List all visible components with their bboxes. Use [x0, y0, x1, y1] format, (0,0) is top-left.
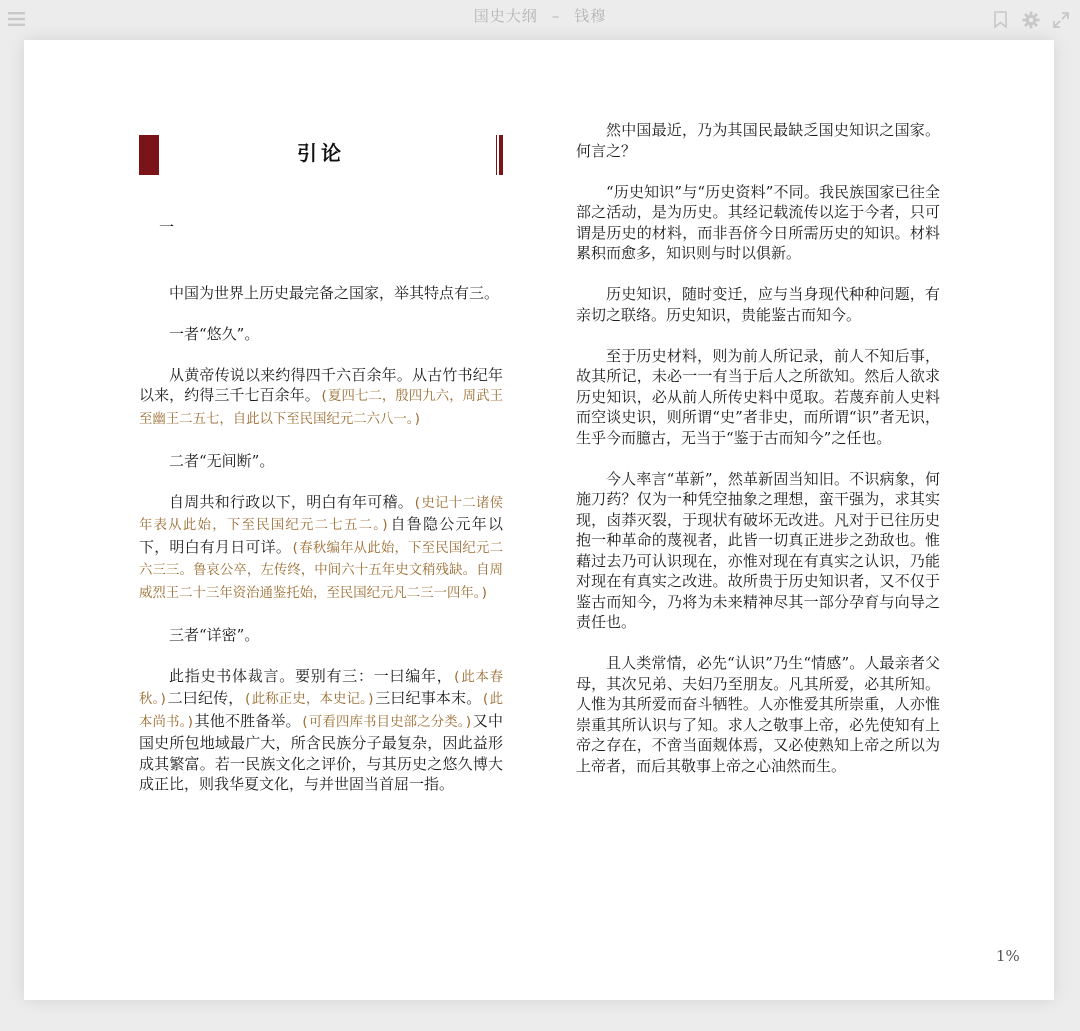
- section-number: 一: [159, 218, 175, 236]
- reading-progress: 1%: [996, 947, 1020, 965]
- annotation-note: (史记十二诸侯年表从此始，下至民国纪元二七五二。): [139, 495, 503, 533]
- paragraph: 且人类常情，必先“认识”乃生“情感”。人最亲者父母，其次兄弟、夫妇乃至朋友。凡其所爱，必其所知。人惟为其所爱而奋斗牺牲。人亦惟爱其所崇重，人亦惟崇重其所认识与了知。求人之敬事上帝，必先使知有上帝之存在，不啻当面觌体焉，又必使熟知上帝之所以为上帝者，而后其敬事上帝之心油然而生。: [576, 654, 940, 775]
- chapter-title: 引论: [297, 141, 345, 165]
- paragraph-text: 二曰纪传，: [167, 689, 244, 707]
- book-title-bar: [0, 5, 1080, 26]
- title-separator: –: [551, 7, 561, 25]
- chapter-bar-right-thin: [496, 135, 497, 175]
- book-title: 国史大纲: [473, 7, 538, 25]
- paragraph-text: 其他不胜备举。: [194, 711, 301, 730]
- paragraph: 二者“无间断”。: [169, 451, 275, 470]
- reader-toolbar: [0, 0, 1080, 36]
- paragraph: 今人率言“革新”，然革新固当知旧。不识病象，何施刀药？仅为一种凭空抽象之理想，蛮干强为，求其实现，卤莽灭裂，于现状有破坏无改进。凡对于已往历史抱一种革命的蔑视者，此皆一切真正进步之劲敌也。惟藉过去乃可认识现在，亦惟对现在有真实之认识，乃能对现在有真实之改进。故所贵于历史知识者，又不仅于鉴古而知今，乃将为未来精神尽其一部分孕育与向导之责任也。: [576, 469, 940, 631]
- paragraph-text: 此指史书体裁言。要别有三：一曰编年，: [169, 666, 453, 685]
- paragraph-text: 又中国史所包地域最广大，所含民族分子最复杂，因此益形成其繁富。若一民族文化之评价，与其历史之悠久博大成正比，则我华夏文化，与并世固当首屈一指。: [139, 711, 503, 793]
- paragraph: 中国为世界上历史最完备之国家，举其特点有三。: [169, 283, 500, 302]
- chapter-header: [139, 135, 503, 177]
- paragraph: [139, 666, 503, 795]
- paragraph-text: 自周共和行政以下，明白有年可稽。: [169, 492, 414, 511]
- paragraph-text: 自鲁隐公元年以下，明白有月日可详。: [139, 515, 503, 556]
- paragraph: 然中国最近，乃为其国民最缺乏国史知识之国家。何言之？: [576, 121, 940, 160]
- annotation-note: (此本尚书。): [139, 692, 503, 730]
- paragraph-text: 三曰纪事本末。: [375, 689, 482, 707]
- fullscreen-icon[interactable]: [1052, 11, 1070, 29]
- chapter-bar-right: [499, 135, 503, 175]
- paragraph: [139, 365, 503, 431]
- paragraph: 一者“悠久”。: [169, 324, 260, 343]
- bookmark-icon[interactable]: [993, 11, 1009, 29]
- paragraph: 三者“详密”。: [169, 625, 260, 644]
- annotation-note: (此称正史，本史记。): [243, 692, 376, 707]
- annotation-note: (春秋编年从此始，下至民国纪元二六三三。鲁哀公卒，左传终，中间六十五年史文稍残缺。自周威烈王二十三年资治通鉴托始，至民国纪元凡二三一四年。): [139, 540, 503, 601]
- paragraph: “历史知识”与“历史资料”不同。我民族国家已往全部之活动，是为历史。其经记载流传以迄于今者，只可谓是历史的材料，而非吾侪今日所需历史的知识。材料累积而愈多，知识则与时以俱新。: [576, 182, 940, 262]
- paragraph: 历史知识，随时变迁，应与当身现代种种问题，有亲切之联络。历史知识，贵能鉴古而知今。: [576, 285, 940, 324]
- annotation-note: (夏四七二，殷四九六，周武王至幽王二五七，自此以下至民国纪元二六八一。): [139, 389, 503, 427]
- right-page: [576, 120, 940, 797]
- annotation-note: (可看四库书目史部之分类。): [300, 714, 473, 730]
- left-page: [139, 120, 503, 815]
- book-author: 钱穆: [574, 7, 607, 25]
- gear-icon[interactable]: [1022, 11, 1040, 29]
- paragraph: [139, 492, 503, 605]
- book-page-spread: [24, 40, 1054, 1000]
- annotation-note: (此本春秋。): [139, 669, 503, 707]
- paragraph-text: 从黄帝传说以来约得四千六百余年。从古竹书纪年以来，约得三千七百余年。: [139, 365, 503, 404]
- paragraph: 至于历史材料，则为前人所记录，前人不知后事，故其所记，未必一一有当于后人之所欲知。然后人欲求历史知识，必从前人所传史料中觅取。若蔑弃前人史料而空谈史识，则所谓“史”者非史，而所谓“识”者无识，生乎今而臆古，无当于“鉴于古而知今”之任也。: [576, 346, 940, 447]
